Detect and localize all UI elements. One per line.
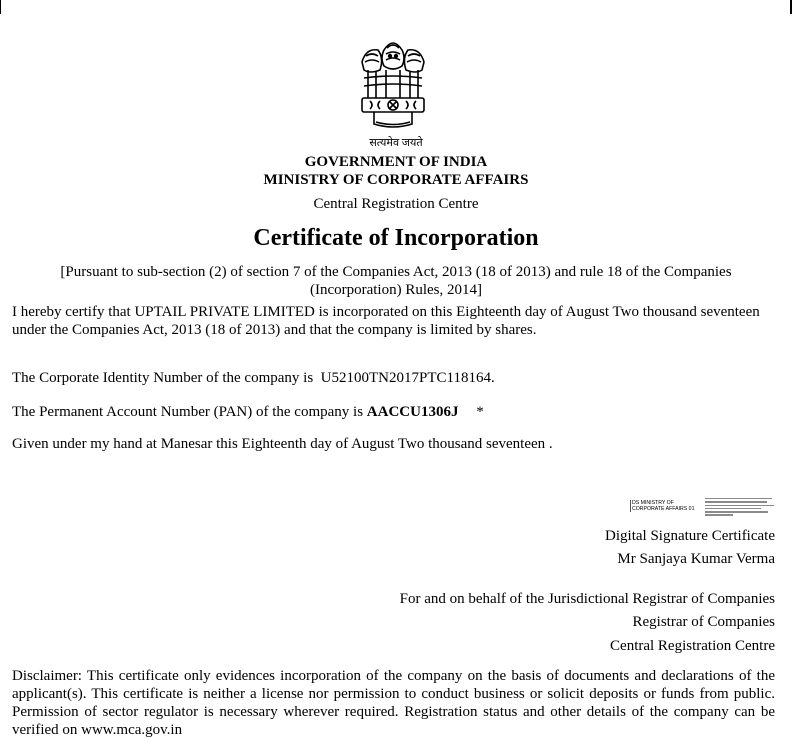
certify-paragraph: I hereby certify that UPTAIL PRIVATE LIMITED is incorporated on this Eighteenth day of August Two thousand seventeen under the Companies Act, 2013 (18 of 2013) and that the company is limited by shares.	[12, 304, 760, 338]
government-heading: GOVERNMENT OF INDIA	[304, 154, 488, 170]
national-emblem-icon	[356, 34, 430, 136]
registrar-designation: Registrar of Companies	[632, 614, 775, 630]
stamp-line-1: DS MINISTRY OF	[632, 500, 674, 506]
given-under-hand: Given under my hand at Manesar this Eighteenth day of August Two thousand seventeen .	[12, 436, 553, 452]
cin-label: The Corporate Identity Number of the company is	[12, 370, 314, 386]
registrar-centre: Central Registration Centre	[610, 638, 775, 654]
pursuant-clause: [Pursuant to sub-section (2) of section 7 of the Companies Act, 2013 (18 of 2013) and rule 18 of the Companies (Incorporation) Rules, 2014]	[60, 264, 732, 298]
disclaimer: Disclaimer: This certificate only evidences incorporation of the company on the basis of documents and declarations of the applicant(s). This certificate is neither a license nor permission to conduct business or solicit deposits or funds from public. Permission of sector regulator is necessary wherever required. Registration status and other details of the company can be verified on www.mca.gov.in	[12, 668, 775, 738]
cin-value: U52100TN2017PTC118164.	[320, 370, 495, 386]
page-edge-left	[0, 0, 1, 14]
page-title: Certificate of Incorporation	[253, 225, 539, 251]
emblem-motto: सत्यमेव जयते	[369, 137, 423, 149]
stamp-line-2: CORPORATE AFFAIRS 01	[632, 506, 695, 512]
digital-signature-stamp	[629, 497, 775, 519]
pan-line	[12, 404, 484, 421]
pan-label: The Permanent Account Number (PAN) of the company is	[12, 404, 364, 420]
signature-type: Digital Signature Certificate	[605, 528, 775, 544]
pan-value: AACCU1306J	[366, 404, 459, 420]
cin-line	[12, 370, 495, 387]
registration-centre: Central Registration Centre	[313, 196, 479, 212]
ministry-heading: MINISTRY OF CORPORATE AFFAIRS	[263, 172, 529, 188]
signatory-name: Mr Sanjaya Kumar Verma	[617, 551, 775, 567]
signature-stamp-text	[630, 500, 710, 512]
on-behalf-line: For and on behalf of the Jurisdictional Registrar of Companies	[399, 591, 775, 607]
signature-details-block	[705, 498, 775, 518]
pan-footnote-mark: *	[476, 404, 484, 420]
